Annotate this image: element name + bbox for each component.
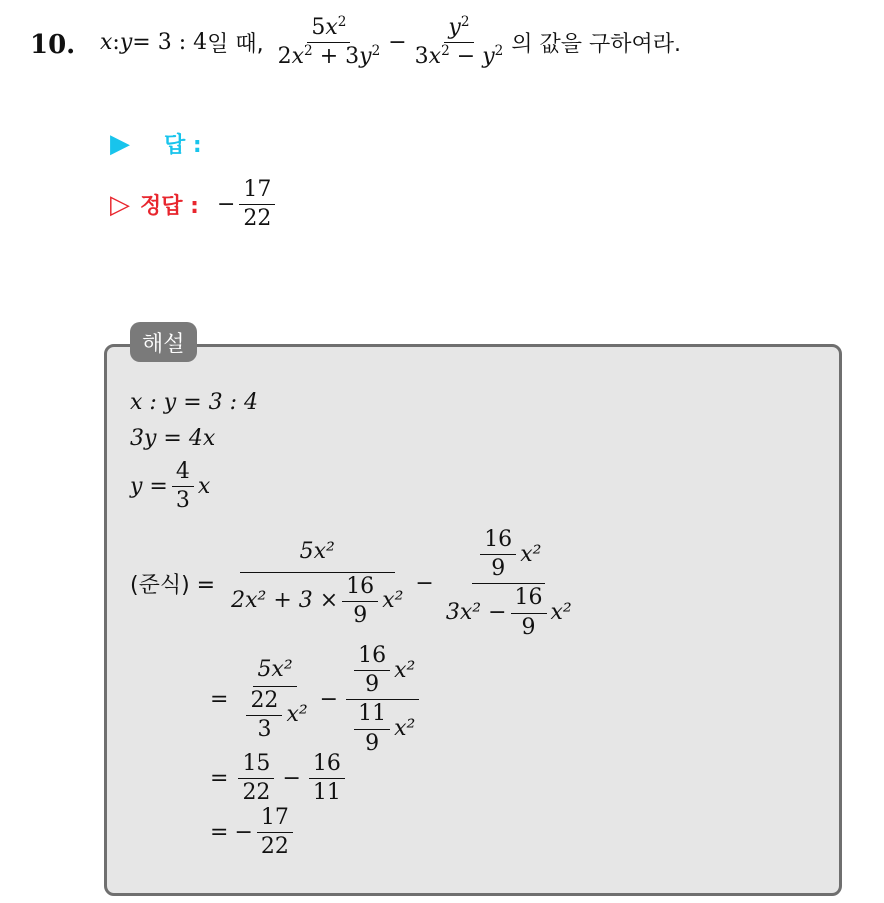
final-sign: − — [234, 820, 253, 846]
final-num: 17 — [257, 806, 293, 833]
step3-fraction-1 — [238, 752, 274, 805]
step3-f1-num: 15 — [238, 752, 274, 779]
correct-numerator: 17 — [239, 178, 275, 205]
main-label: (준식) = — [130, 573, 216, 599]
ratio-value: = 3 : 4 — [132, 30, 208, 56]
frac16: 16 — [511, 586, 547, 613]
step2-f1-den-den: 3 — [257, 716, 272, 742]
step3-eq: = — [210, 766, 229, 792]
correct-answer-fraction — [239, 178, 275, 231]
line3-fraction — [172, 460, 194, 513]
correct-answer-sign: − — [216, 192, 236, 218]
exp: 2 — [441, 43, 450, 60]
var-x2: x² — [286, 702, 308, 728]
line3-var: x — [197, 474, 211, 500]
f1-num-var: x — [325, 15, 338, 40]
var-x2: x² — [550, 599, 572, 625]
main-f1-den-pre: 2x² + 3 × — [231, 588, 339, 614]
solution-final — [210, 806, 297, 859]
solution-main-expression — [130, 528, 580, 640]
condition-text: 일 때, — [207, 32, 264, 58]
f1-num-coef: 5 — [311, 15, 326, 40]
answer-row — [110, 128, 202, 159]
instruction-text: 의 값을 구하여라. — [511, 32, 682, 58]
main-f1-den-frac — [342, 575, 378, 628]
final-eq: = — [210, 820, 229, 846]
problem-number: 10. — [30, 30, 76, 60]
solution-tab: 해설 — [130, 322, 197, 362]
exp: 2 — [371, 43, 381, 60]
main-fraction-1 — [227, 540, 407, 629]
frac9: 9 — [365, 672, 380, 698]
step2-minus: − — [319, 687, 339, 713]
f1-den-b: + 3 — [312, 44, 360, 70]
frac16: 16 — [342, 575, 378, 602]
step2-f2-den-num: 11 — [354, 702, 390, 729]
line3-den: 3 — [175, 488, 190, 514]
step2-f2-den-frac — [354, 702, 390, 755]
play-triangle-icon: ▶ — [110, 128, 130, 159]
expression-fraction-2 — [411, 13, 508, 70]
step2-f2-num-frac — [354, 644, 390, 697]
ratio-x: x — [100, 30, 113, 56]
f2-den-y: y — [482, 44, 495, 70]
answer-label: 답 : — [164, 133, 202, 158]
step3-minus: − — [282, 766, 301, 792]
expression-minus: − — [388, 30, 407, 56]
var-x2: x² — [394, 715, 416, 741]
main-fraction-2 — [442, 528, 576, 640]
correct-answer-row — [110, 178, 279, 231]
solution-line-2: 3y = 4x — [130, 426, 216, 451]
solution-line-3 — [130, 460, 210, 513]
final-fraction — [257, 806, 293, 859]
step2-fraction-1 — [238, 658, 311, 743]
step2-f1-den-frac — [246, 689, 282, 742]
f1-den-y: y — [359, 44, 372, 70]
ratio-y: y — [119, 30, 133, 56]
f2-den-b: − — [449, 44, 483, 70]
f2-num-var: y — [448, 15, 461, 40]
f1-den-a: 2 — [277, 44, 292, 70]
line3-num: 4 — [172, 460, 194, 487]
expression-fraction-1 — [274, 13, 385, 70]
step2-eq: = — [210, 687, 229, 713]
var-x2: x² — [520, 541, 542, 567]
step2-f1-den-num: 22 — [246, 689, 282, 716]
f2-den-a: 3 — [414, 44, 429, 70]
line3-lhs: y = — [130, 474, 168, 500]
frac9: 9 — [365, 730, 380, 756]
main-minus: − — [415, 571, 434, 597]
frac16: 16 — [354, 644, 390, 671]
exp: 2 — [460, 13, 470, 30]
step3-f2-den: 11 — [312, 780, 341, 806]
final-den: 22 — [260, 834, 289, 860]
step2-fraction-2 — [346, 644, 419, 756]
step3-f2-num: 16 — [309, 752, 345, 779]
exp: 2 — [337, 13, 347, 30]
outline-triangle-icon: ▷ — [110, 189, 130, 220]
main-f2-num-frac — [480, 528, 516, 581]
exp: 2 — [494, 43, 504, 60]
problem-statement — [100, 13, 682, 70]
frac9: 9 — [521, 614, 536, 640]
frac9: 9 — [353, 602, 368, 628]
frac16: 16 — [480, 528, 516, 555]
main-f1-num: 5x² — [240, 540, 395, 573]
correct-denominator: 22 — [243, 206, 272, 232]
step3-fraction-2 — [309, 752, 345, 805]
var-x2: x² — [394, 657, 416, 683]
step2-f1-num: 5x² — [253, 658, 296, 687]
var-x2: x² — [382, 588, 404, 614]
main-f2-den-frac — [511, 586, 547, 639]
main-f2-den-pre: 3x² − — [445, 599, 507, 625]
solution-line-1: x : y = 3 : 4 — [130, 390, 259, 415]
exp: 2 — [304, 43, 313, 60]
solution-step-3 — [210, 752, 349, 805]
correct-answer-label: 정답 : — [140, 194, 199, 220]
frac9: 9 — [491, 556, 506, 582]
ratio-colon: : — [112, 30, 120, 56]
step3-f1-den: 22 — [242, 780, 271, 806]
f1-den-x: x — [291, 44, 305, 70]
f2-den-x: x — [428, 44, 442, 70]
solution-step-2 — [210, 644, 423, 756]
